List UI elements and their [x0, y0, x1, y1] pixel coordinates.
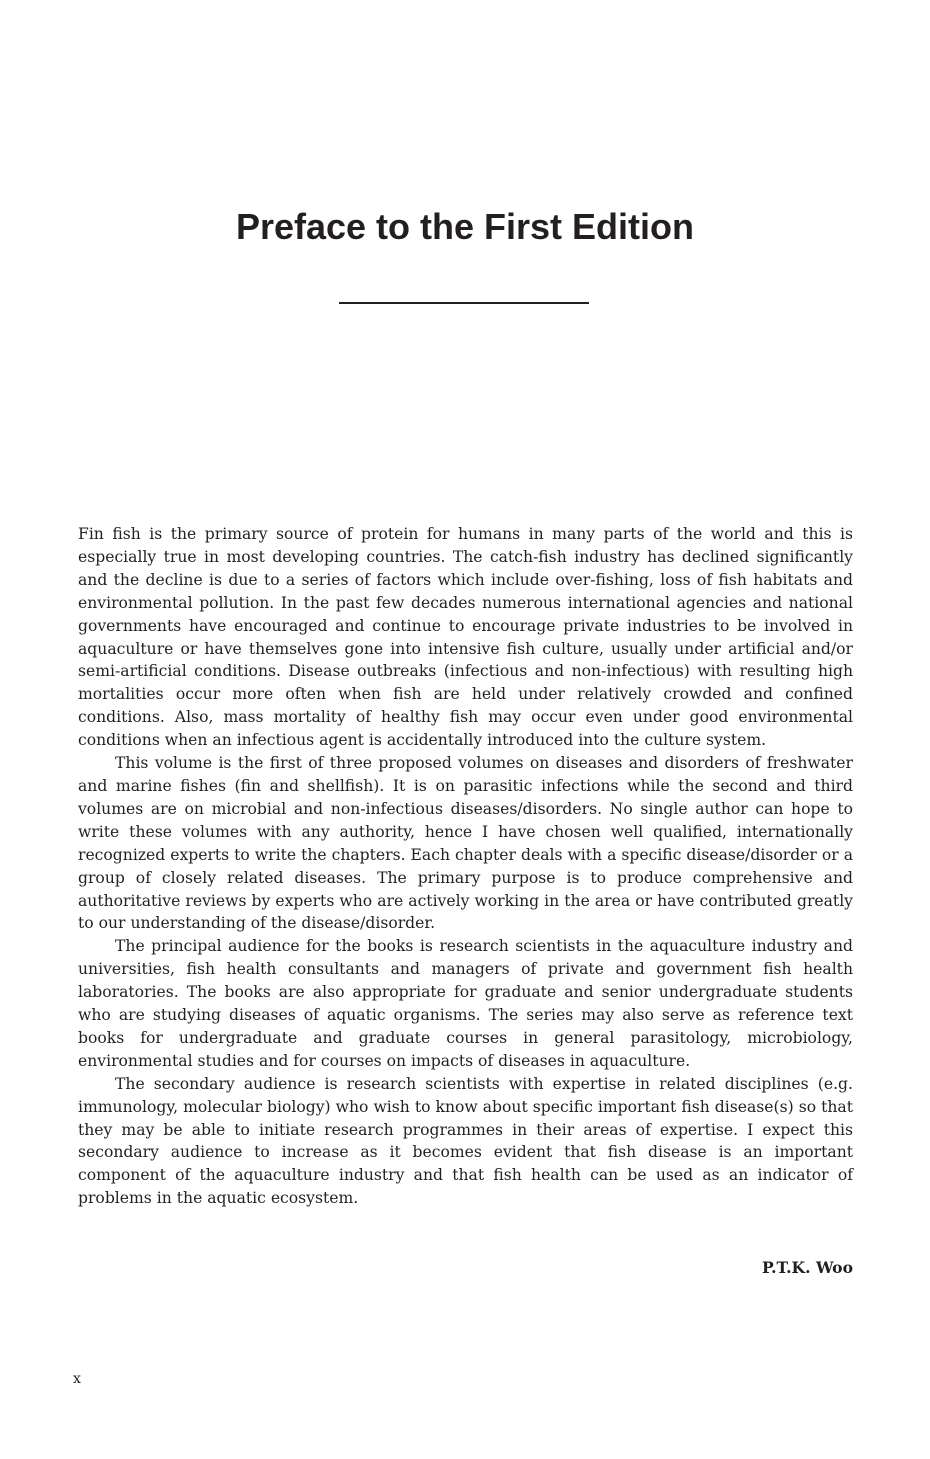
preface-body: [78, 523, 853, 1210]
page-title: Preface to the First Edition: [235, 206, 695, 247]
paragraph-4: The secondary audience is research scientists with expertise in related disciplines (e.g. immunology, molecular biology) who wish to know about specific important fish disease(s) so that they may be able to initiate research programmes in their areas of expertise. I expect this secondary audience to increase as it becomes evident that fish disease is an important component of the aquaculture industry and that fish health can be used as an indicator of problems in the aquatic ecosystem.: [78, 1074, 853, 1208]
page-number: x: [73, 1371, 81, 1387]
title-divider: [339, 302, 589, 304]
author-signature: P.T.K. Woo: [761, 1258, 853, 1277]
paragraph-3: The principal audience for the books is research scientists in the aquaculture industry and universities, fish health consultants and managers of private and government fish health laboratories. The books are also appropriate for graduate and senior undergraduate students who are studying diseases of aquatic organisms. The series may also serve as reference text books for undergraduate and graduate courses in general parasitology, microbiology, environmental studies and for courses on impacts of diseases in aquaculture.: [78, 937, 853, 1070]
paragraph-2: This volume is the first of three proposed volumes on diseases and disorders of freshwater and marine fishes (fin and shellfish). It is on parasitic infections while the second and third volumes are on microbial and non-infectious diseases/disorders. No single author can hope to write these volumes with any authority, hence I have chosen well qualified, internationally recognized experts to write the chapters. Each chapter deals with a specific disease/disorder or a group of closely related diseases. The primary purpose is to produce comprehensive and authoritative reviews by experts who are actively working in the area or have contributed greatly to our understanding of the disease/disorder.: [78, 754, 853, 933]
paragraph-1: Fin fish is the primary source of protein for humans in many parts of the world and this is especially true in most developing countries. The catch-fish industry has declined significantly and the decline is due to a series of factors which include over-fishing, loss of fish habitats and environmental pollution. In the past few decades numerous international agencies and national governments have encouraged and continue to encourage private industries to be involved in aquaculture or have themselves gone into intensive fish culture, usually under artificial and/or semi-artificial conditions. Disease outbreaks (infectious and non-infectious) with resulting high mortalities occur more often when fish are held under relatively crowded and confined conditions. Also, mass mortality of healthy fish may occur even under good environmental conditions when an infectious agent is accidentally introduced into the culture system.: [78, 525, 853, 750]
